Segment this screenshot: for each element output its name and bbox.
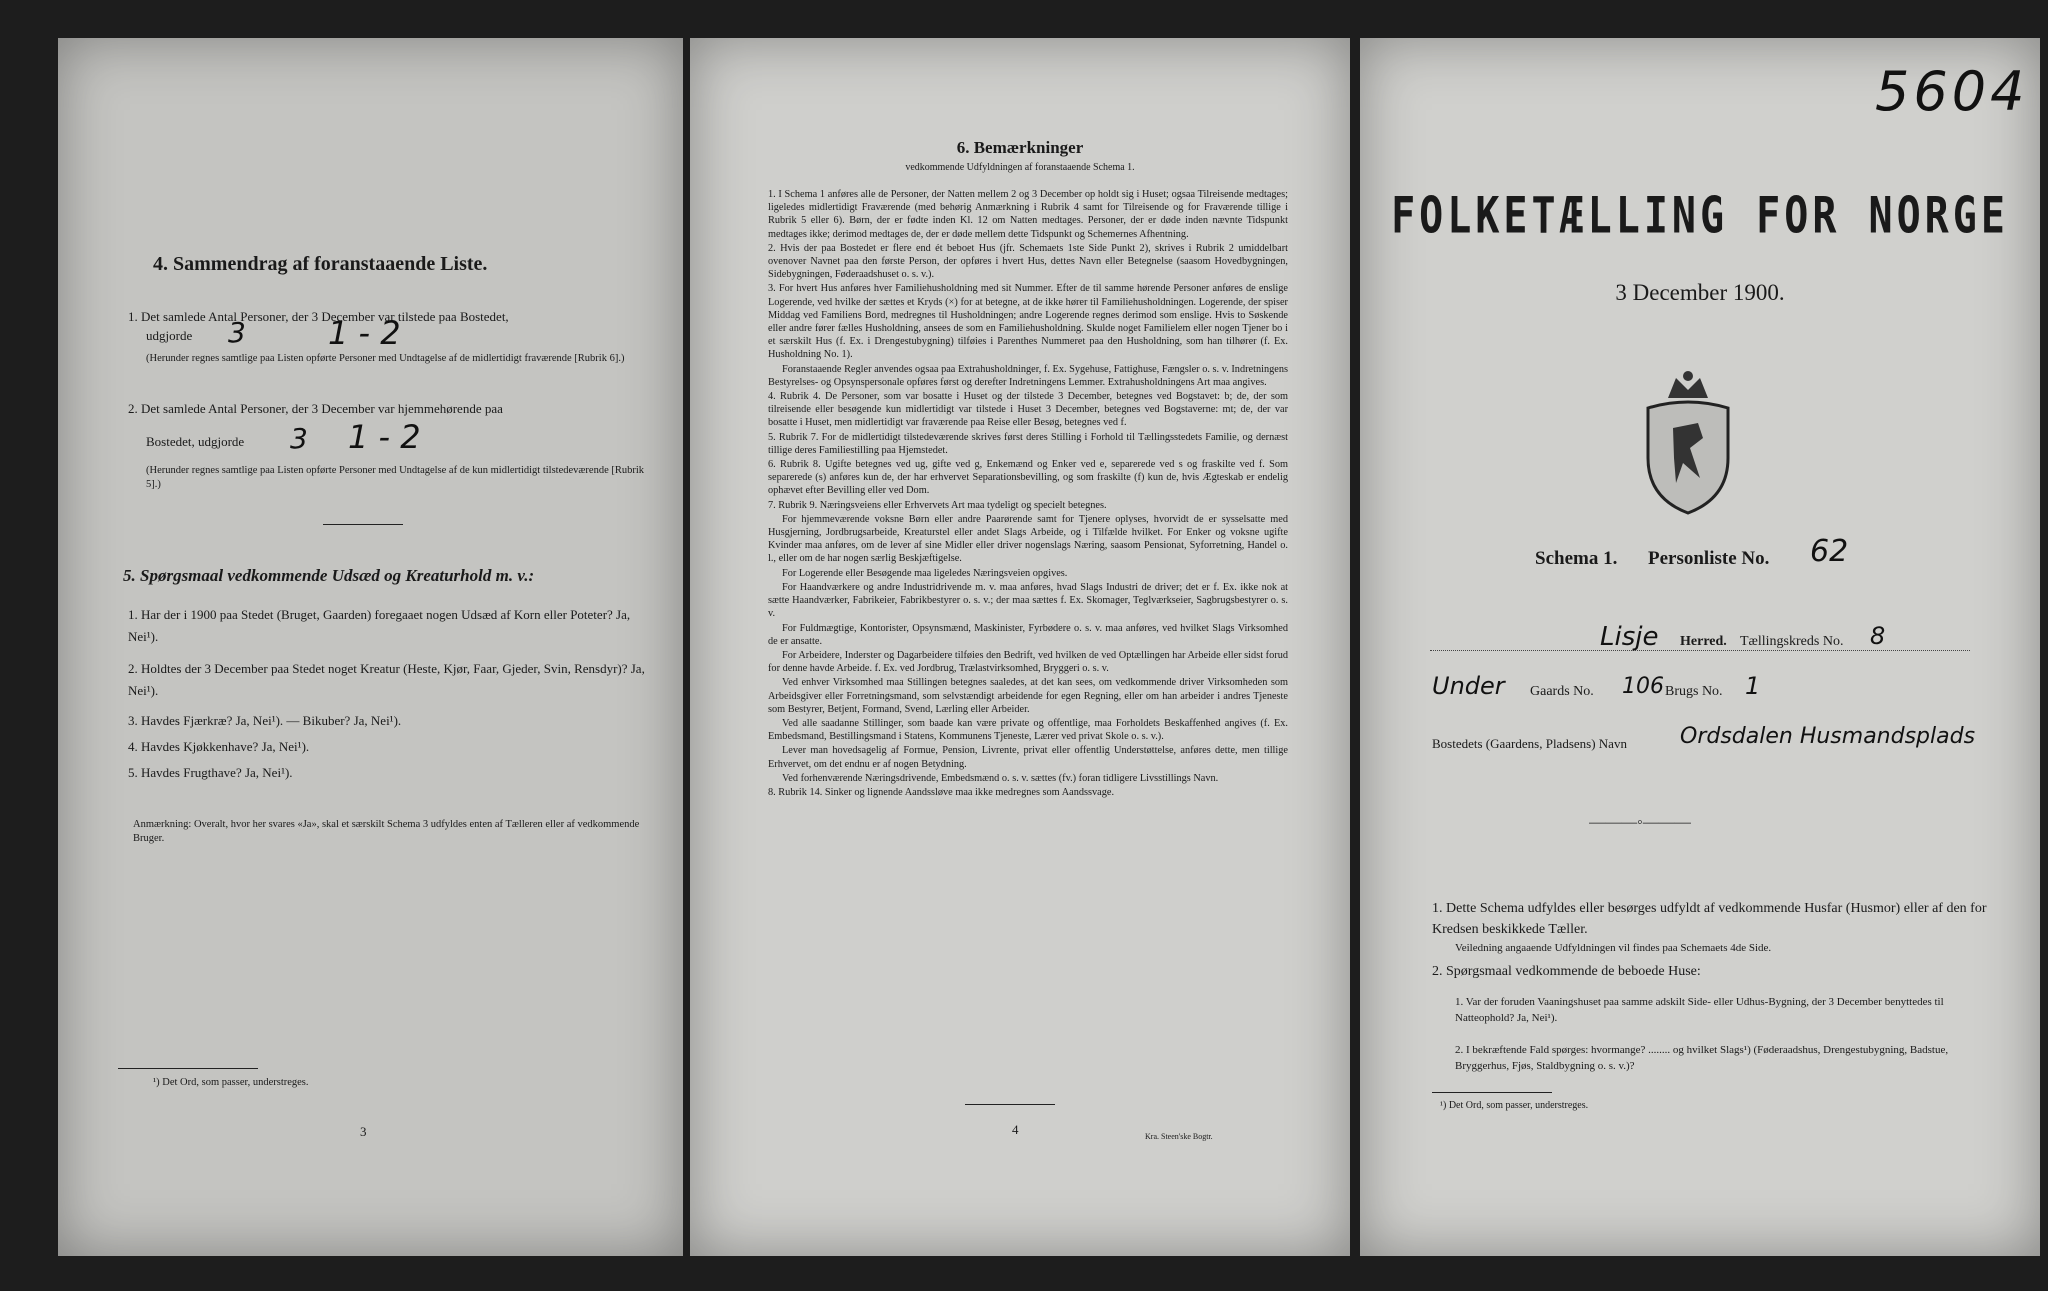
archive-number: 5604 xyxy=(1875,60,2029,123)
q1-prefix: udgjorde xyxy=(146,328,193,343)
footnote: ¹) Det Ord, som passer, understreges. xyxy=(1440,1100,1589,1111)
q5-5: 5. Havdes Frugthave? Ja, Nei¹). xyxy=(128,765,293,780)
q2-note: (Herunder regnes samtlige paa Listen opførte Personer med Undtagelse af de kun midlertidigt tilstedeværende [Rubrik 5].) xyxy=(146,465,645,491)
q5-3: 3. Havdes Fjærkræ? Ja, Nei¹). — Bikuber? Ja, Nei¹). xyxy=(128,713,402,728)
printer: Kra. Steen'ske Bogtr. xyxy=(1145,1132,1213,1141)
brugs-value: 1 xyxy=(1745,672,1761,700)
footnote-rule xyxy=(118,1068,258,1069)
remark-paragraph: For Haandværkere og andre Industridrivende m. v. maa anføres, hvad Slags Industri de driver; det er f. Ex. ikke nok at sætte Haandværker, Fabrikeier, Fabrikbestyrer o. s. v.; der maa sættes f. Ex. Skomager, Teglværkseier, Sagbrugsbestyrer o. s. v. xyxy=(768,581,1288,620)
kreds-value: 8 xyxy=(1870,622,1886,650)
remark-paragraph: For Arbeidere, Inderster og Dagarbeidere tilføies den Bedrift, ved hvilken de ved Optællingen har Arbeide eller sidst forud for denne havde Arbeide. f. Ex. ved Jordbrug, Trælastvirksomhed, Bryggeri o. s. v. xyxy=(768,649,1288,675)
bosted-label: Bostedets (Gaardens, Pladsens) Navn xyxy=(1432,736,1627,751)
q1-answer: 3 xyxy=(228,316,246,349)
schema-label: Schema 1. xyxy=(1535,548,1618,569)
page-number: 4 xyxy=(1012,1122,1019,1137)
page-number: 3 xyxy=(360,1124,367,1139)
footnote: ¹) Det Ord, som passer, understreges. xyxy=(153,1077,309,1088)
q5-4: 4. Havdes Kjøkkenhave? Ja, Nei¹). xyxy=(128,739,310,754)
q1-line: 1. Det samlede Antal Personer, der 3 December var tilstede paa Bostedet, xyxy=(128,309,509,324)
summary-heading: 4. Sammendrag af foranstaaende Liste. xyxy=(153,253,488,275)
instruction-2-1: 1. Var der foruden Vaaningshuset paa samme adskilt Side- eller Udhus-Bygning, der 3 December benyttedes til Natteophold? Ja, Nei¹). xyxy=(1455,996,1944,1024)
census-title: FOLKETÆLLING FOR NORGE xyxy=(1391,187,2009,245)
instruction-1-note: Veiledning angaaende Udfyldningen vil findes paa Schemaets 4de Side. xyxy=(1455,942,1772,954)
remark-paragraph: Lever man hovedsagelig af Formue, Pension, Livrente, privat eller offentlig Understøttelse, anføres dette, men tillige Erhvervet, om det endnu er af nogen Betydning. xyxy=(768,745,1288,770)
q2-answer-detail: 1 - 2 xyxy=(348,418,421,456)
right-page xyxy=(1360,38,2040,1256)
q2-answer: 3 xyxy=(290,422,308,455)
gaards-value: 106 xyxy=(1622,674,1664,699)
instruction-1: 1. Dette Schema udfyldes eller besørges udfyldt af vedkommende Husfar (Husmor) eller af den for Kredsen beskikkede Tæller. xyxy=(1432,901,1987,937)
remarks-list xyxy=(768,188,1288,800)
personliste-label: Personliste No. xyxy=(1648,548,1770,569)
remark-paragraph: Ved forhenværende Næringsdrivende, Embedsmænd o. s. v. sættes (fv.) foran tidligere Livsstillings Navn. xyxy=(782,772,1219,784)
q1-answer-detail: 1 - 2 xyxy=(328,314,401,352)
left-page xyxy=(58,38,683,1256)
remark-paragraph: 8. Rubrik 14. Sinker og lignende Aandssløve maa ikke medregnes som Aandssvage. xyxy=(768,786,1115,798)
bosted-value: Ordsdalen Husmandsplads xyxy=(1680,724,1976,749)
remark-paragraph: Ved enhver Virksomhed maa Stillingen betegnes saaledes, at det kan sees, om vedkommende driver Virksomheden som Arbeidsgiver eller Forretningsmand, som selvstændigt arbeidende for egen Regning, eller om han arbeider i andres Tjeneste som Bestyrer, Betjent, Formand, Svend, Lærling eller Arbeider. xyxy=(768,677,1288,715)
coat-of-arms-icon xyxy=(1628,368,1748,518)
instruction-2-2: 2. I bekræftende Fald spørges: hvormange? ........ og hvilket Slags¹) (Føderaadshus, Drengestubygning, Badstue, Bryggerhus, Fjøs, Staldbygning o. s. v.)? xyxy=(1455,1044,1949,1072)
remark-paragraph: 1. I Schema 1 anføres alle de Personer, der Natten mellem 2 og 3 December op holdt sig i Huset; ogsaa Tilreisende medtages; ligeledes midlertidigt Fraværende (med behørig Anmærkning i Rubrik 4 samt for Tilreisende og for Fraværende tillige i Rubrik 5 eller 6). Børn, der er fødte inden Kl. 12 om Natten medtages. Personer, der er døde inden nævnte Tidspunkt medtages ikke; derimod medtages de, der er døde mellem dette Tidspunkt og Schemernes Afhentning. xyxy=(768,189,1288,240)
gaards-label: Gaards No. xyxy=(1530,684,1594,699)
q5-1: 1. Har der i 1900 paa Stedet (Bruget, Gaarden) foregaaet nogen Udsæd af Korn eller Poteter? Ja, Nei¹). xyxy=(128,607,631,644)
divider xyxy=(323,524,403,525)
q1-note: (Herunder regnes samtlige paa Listen opførte Personer med Undtagelse af de midlertidigt fraværende [Rubrik 6].) xyxy=(146,353,625,364)
kreds-label: Tællingskreds No. xyxy=(1740,634,1844,649)
q2-line: 2. Det samlede Antal Personer, der 3 December var hjemmehørende paa xyxy=(128,401,503,416)
remark-paragraph: For Logerende eller Besøgende maa ligeledes Næringsveien opgives. xyxy=(782,567,1068,579)
instruction-2: 2. Spørgsmaal vedkommende de beboede Huse: xyxy=(1432,964,1701,979)
herred-label: Herred. xyxy=(1680,634,1727,649)
gaards-prefix: Under xyxy=(1432,672,1505,700)
remark-paragraph: 4. Rubrik 4. De Personer, som var bosatte i Huset og der tilstede 3 December, betegnes ved Bogstavet: b; de, der som tilreisende eller besøgende kun midlertidigt var tilstede i Huset 3 December, betegnes ved Bogstaverne: mt; de, der var bosatte i Huset, men midlertidigt var fraværende paa Reise eller Besøg, betegnes ved f. xyxy=(768,391,1288,429)
census-date: 3 December 1900. xyxy=(1615,280,1785,305)
remarks-subheading: vedkommende Udfyldningen af foranstaaende Schema 1. xyxy=(905,162,1135,173)
footnote-rule xyxy=(1432,1092,1552,1093)
middle-page xyxy=(690,38,1350,1256)
section5-heading: 5. Spørgsmaal vedkommende Udsæd og Kreaturhold m. v.: xyxy=(123,566,535,585)
remark-paragraph: For Fuldmægtige, Kontorister, Opsynsmænd, Maskinister, Fyrbødere o. s. v. maa anføres, ved hvilket Slags Virksomhed de er ansatte. xyxy=(768,622,1288,647)
remark-paragraph: Ved alle saadanne Stillinger, som baade kan være private og offentlige, maa Forholdets Beskaffenhed angives (f. Ex. Embedsmand, Bestillingsmand i Statens, Kommunens Tjeneste, Lærer ved privat Skole o. s. v.). xyxy=(768,717,1288,743)
personliste-no: 62 xyxy=(1810,534,1849,569)
remark-paragraph: Foranstaaende Regler anvendes ogsaa paa Extrahusholdninger, f. Ex. Sygehuse, Fattighuse, Fængsler o. s. v. Indretningens Bestyrelses- og Opsynspersonale opføres først og derefter Indretningens Lemmer. Extrahusholdningens Art maa angives. xyxy=(768,363,1288,388)
remark-paragraph: For hjemmeværende voksne Børn eller andre Paarørende samt for Tjenere oplyses, hvorvidt de er sysselsatte med Husgjerning, Jordbrugsarbeide, Kreaturstel eller andet Slags Arbeide, og i Tilfælde hvilket. For Enker og voksne ugifte Kvinder maa anføres, om de lever af sine Midler eller driver nogenslags Næring, saasom Pensionat, Syforretning, Handel o. l., eller om de har nogen særlig Beskjæftigelse. xyxy=(768,513,1288,565)
q5-2: 2. Holdtes der 3 December paa Stedet noget Kreatur (Heste, Kjør, Faar, Gjeder, Svin, Rensdyr)? Ja, Nei¹). xyxy=(128,661,645,698)
remark-paragraph: 3. For hvert Hus anføres hver Familiehusholdning med sit Nummer. Efter de til samme hørende Personer anføres de enslige Logerende, ved hvilke der sættes et Kryds (×) for at betegne, at de ikke hører til Familiehusholdningen. Logerende, der spiser Middag ved Familiens Bord, medregnes til Husholdningen; andre Logerende regnes derimod som enslige. Hvis to Søskende eller andre fører fælles Husholdning, ansees de som en Familiehusholdning. Skulde noget Familielem eller nogen Tjener bo i et særskilt Hus (f. Ex. i Drengestubygning) tilføies i Parenthes Nummeret paa den Husholdning, som han tilhører (f. Ex. Husholdning No. 1). xyxy=(768,283,1288,361)
divider xyxy=(965,1104,1055,1105)
remark-paragraph: 7. Rubrik 9. Næringsveiens eller Erhvervets Art maa tydeligt og specielt betegnes. xyxy=(768,499,1107,511)
q2-prefix: Bostedet, udgjorde xyxy=(146,434,245,449)
remark-paragraph: 5. Rubrik 7. For de midlertidigt tilstedeværende skrives først deres Stilling i Forhold til Tællingsstedets Familie, og dernæst tillige deres Familiestilling paa Hjemstedet. xyxy=(768,431,1288,456)
herred-value: Lisje xyxy=(1600,622,1659,652)
remark-paragraph: 6. Rubrik 8. Ugifte betegnes ved ug, gifte ved g, Enkemænd og Enker ved e, separerede ved s og fraskilte ved f. Som separerede (s) anføres kun de, der har erhvervet Separationsbevilling, og som fraskilte (f) kun de, hvis Ægteskab er endelig ophævet efter Bevilling eller ved Dom. xyxy=(768,459,1288,497)
remarks-heading: 6. Bemærkninger xyxy=(956,138,1084,157)
remark: Anmærkning: Overalt, hvor her svares «Ja», skal et særskilt Schema 3 udfyldes enten af Tælleren eller af vedkommende Bruger. xyxy=(133,819,640,845)
brugs-label: Brugs No. xyxy=(1665,684,1723,699)
ornament: ———◦——— xyxy=(1589,814,1691,831)
remark-paragraph: 2. Hvis der paa Bostedet er flere end ét beboet Hus (jfr. Schemaets 1ste Side Punkt 2), skrives i Rubrik 2 umiddelbart ovenover Navnet paa den første Person, der opføres i hvert Hus, dettes Navn eller Betegnelse (saasom Hovedbygningen, Sidebygningen, Føderaadshuset o. s. v.). xyxy=(768,242,1288,281)
